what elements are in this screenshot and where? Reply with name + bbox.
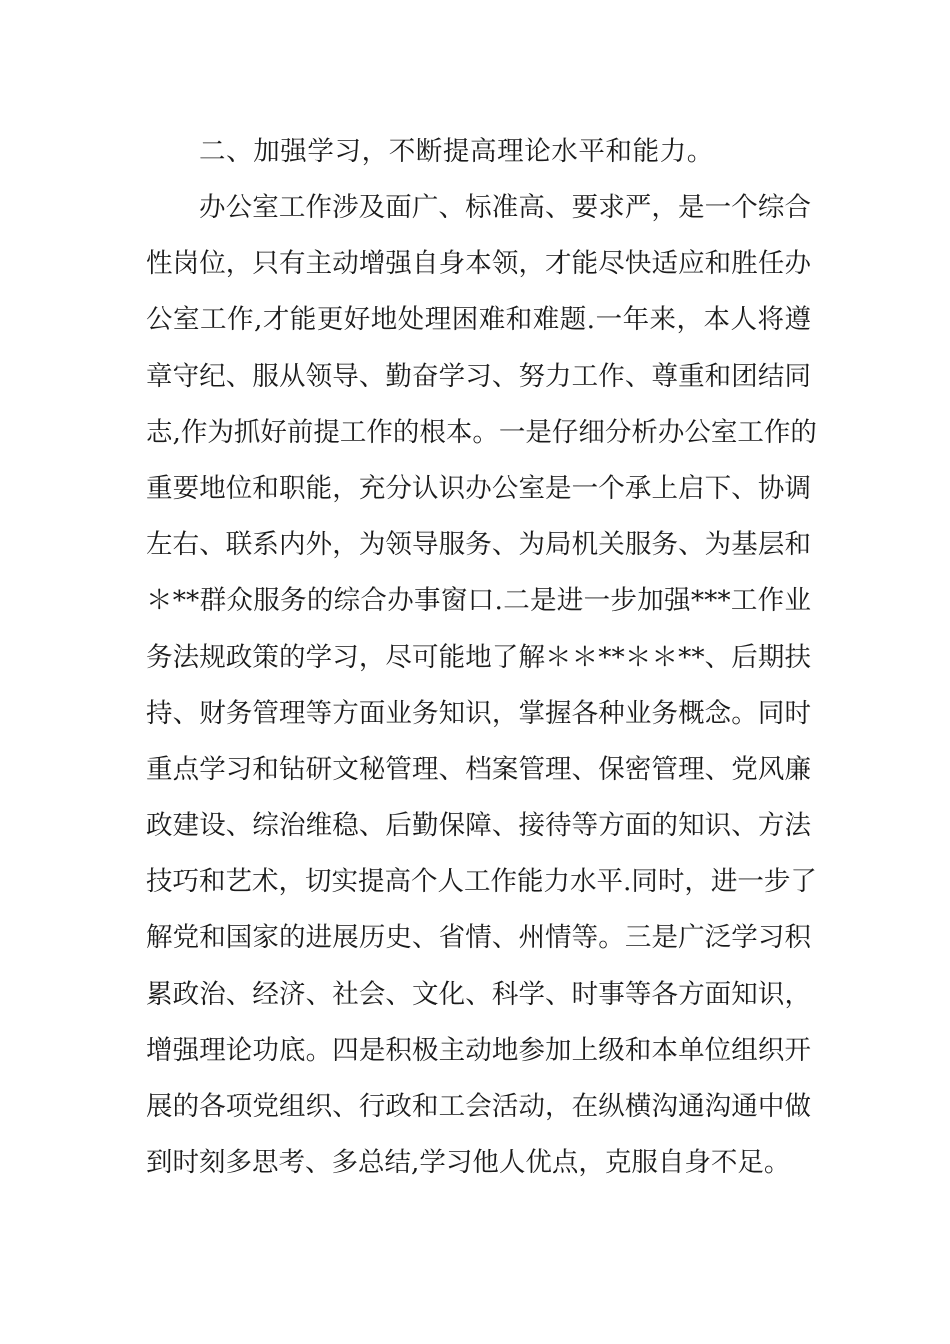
paragraph-line: 展的各项党组织、行政和工会活动，在纵横沟通沟通中做 [146, 1091, 811, 1122]
paragraph-line: 章守纪、服从领导、勤奋学习、努力工作、尊重和团结同 [146, 360, 811, 392]
paragraph-line: 重要地位和职能，充分认识办公室是一个承上启下、协调 [146, 472, 811, 504]
paragraph-line: 志,作为抓好前提工作的根本。一是仔细分析办公室工作的 [146, 416, 817, 448]
paragraph-line: ＊**群众服务的综合办事窗口.二是进一步加强***工作业 [146, 585, 811, 617]
paragraph-line: 增强理论功底。四是积极主动地参加上级和本单位组织开 [146, 1034, 811, 1066]
paragraph-line: 办公室工作涉及面广、标准高、要求严，是一个综合 [199, 192, 811, 223]
section-heading: 二、加强学习，不断提高理论水平和能力。 [199, 136, 714, 167]
paragraph-line: 重点学习和钻研文秘管理、档案管理、保密管理、党风廉 [146, 753, 811, 785]
paragraph-line: 技巧和艺术，切实提高个人工作能力水平.同时，进一步了 [146, 866, 817, 898]
paragraph-line: 性岗位，只有主动增强自身本领，才能尽快适应和胜任办 [146, 248, 811, 280]
paragraph-line: 累政治、经济、社会、文化、科学、时事等各方面知识， [146, 978, 811, 1010]
paragraph-line: 左右、联系内外，为领导服务、为局机关服务、为基层和 [146, 529, 811, 561]
paragraph-line: 到时刻多思考、多总结,学习他人优点，克服自身不足。 [146, 1147, 791, 1179]
paragraph-line: 持、财务管理等方面业务知识，掌握各种业务概念。同时 [146, 697, 811, 729]
paragraph-line: 政建设、综治维稳、后勤保障、接待等方面的知识、方法 [146, 810, 811, 842]
body-paragraph [146, 180, 817, 1191]
paragraph-line: 公室工作,才能更好地处理困难和难题.一年来，本人将遵 [146, 304, 811, 336]
paragraph-line: 解党和国家的进展历史、省情、州情等。三是广泛学习积 [146, 922, 811, 954]
paragraph-line: 务法规政策的学习，尽可能地了解＊＊**＊＊**、后期扶 [146, 641, 811, 673]
document-body [146, 124, 817, 1191]
